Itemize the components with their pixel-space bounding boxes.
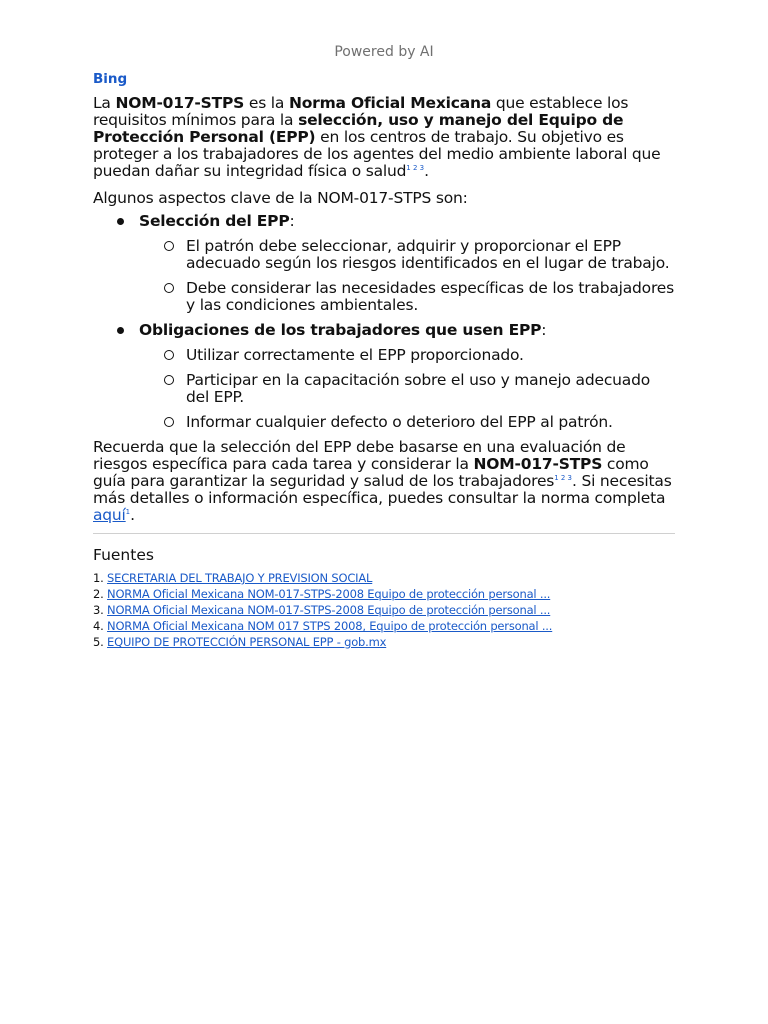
source-link[interactable]: NORMA Oficial Mexicana NOM 017 STPS 2008, Equipo de protección personal ... xyxy=(107,619,553,633)
response-content xyxy=(93,69,675,650)
norma-completa-link[interactable]: aquí xyxy=(93,506,126,524)
key-aspects-lead: Algunos aspectos clave de la NOM-017-STPS son: xyxy=(93,189,468,207)
closing-text: . Si necesitas más detalles o información específica, puedes consultar la norma completa xyxy=(93,472,672,507)
sub-item xyxy=(139,414,675,431)
section-item xyxy=(93,213,675,314)
bullet-ring-icon xyxy=(164,417,174,427)
source-link[interactable]: NORMA Oficial Mexicana NOM-017-STPS-2008 Equipo de protección personal ... xyxy=(107,587,551,601)
intro-text: La xyxy=(93,94,116,112)
section-item xyxy=(93,322,675,431)
sub-item-text: Utilizar correctamente el EPP proporcionado. xyxy=(186,346,524,364)
intro-paragraph xyxy=(93,95,675,180)
sub-list xyxy=(139,347,675,431)
source-number: 2. xyxy=(93,587,104,601)
intro-text: es la xyxy=(244,94,289,112)
citation-superscript[interactable]: 1 xyxy=(125,508,131,516)
bullet-ring-icon xyxy=(164,283,174,293)
powered-by-label: Powered by AI xyxy=(334,44,434,60)
sub-item xyxy=(139,347,675,364)
source-item xyxy=(93,634,675,650)
source-number: 3. xyxy=(93,603,104,617)
intro-text: en los centros de trabajo. Su objetivo es proteger a los trabajadores de los agentes del medio ambiente laboral que puedan dañar su integridad física o salud xyxy=(93,128,661,180)
source-item xyxy=(93,602,675,618)
sources-title: Fuentes xyxy=(93,546,154,564)
source-link[interactable]: NORMA Oficial Mexicana NOM-017-STPS-2008 Equipo de protección personal ... xyxy=(107,603,551,617)
intro-bold-norma: Norma Oficial Mexicana xyxy=(288,94,492,112)
bullet-dot-icon xyxy=(117,327,124,334)
sub-item xyxy=(139,280,675,314)
sub-item-text: Participar en la capacitación sobre el uso y manejo adecuado del EPP. xyxy=(186,371,650,406)
sub-item-text: Informar cualquier defecto o deterioro del EPP al patrón. xyxy=(186,413,613,431)
section-colon: : xyxy=(541,321,547,339)
intro-bold-nom: NOM-017-STPS xyxy=(115,94,245,112)
divider xyxy=(93,533,675,534)
assistant-name: Bing xyxy=(93,71,128,87)
closing-bold-nom: NOM-017-STPS xyxy=(473,455,603,473)
citation-superscript[interactable]: 1 2 3 xyxy=(406,164,425,172)
intro-bold-epp: selección, uso y manejo del Equipo de Protección Personal (EPP) xyxy=(93,111,624,146)
source-number: 1. xyxy=(93,571,104,585)
sub-item-text: El patrón debe seleccionar, adquirir y proporcionar el EPP adecuado según los riesgos identificados en el lugar de trabajo. xyxy=(186,237,670,272)
bullet-ring-icon xyxy=(164,241,174,251)
source-link[interactable]: EQUIPO DE PROTECCIÓN PERSONAL EPP - gob.mx xyxy=(107,635,387,649)
bullet-ring-icon xyxy=(164,350,174,360)
section-title: Selección del EPP xyxy=(139,212,290,230)
bullet-dot-icon xyxy=(117,218,124,225)
sub-list xyxy=(139,238,675,314)
source-item xyxy=(93,570,675,586)
closing-text: . xyxy=(130,506,135,524)
source-number: 5. xyxy=(93,635,104,649)
intro-text: . xyxy=(424,162,429,180)
key-aspects-list xyxy=(93,213,675,431)
source-item xyxy=(93,618,675,634)
source-item xyxy=(93,586,675,602)
sub-item xyxy=(139,372,675,406)
sub-item-text: Debe considerar las necesidades específicas de los trabajadores y las condiciones ambientales. xyxy=(186,279,675,314)
bullet-ring-icon xyxy=(164,375,174,385)
closing-paragraph xyxy=(93,439,675,524)
section-colon: : xyxy=(289,212,295,230)
source-link[interactable]: SECRETARIA DEL TRABAJO Y PREVISION SOCIAL xyxy=(107,571,373,585)
sources-list xyxy=(93,570,675,650)
citation-superscript[interactable]: 1 2 3 xyxy=(554,474,572,482)
sub-item xyxy=(139,238,675,272)
closing-text: como guía para garantizar la seguridad y salud de los trabajadores xyxy=(93,455,649,490)
source-number: 4. xyxy=(93,619,104,633)
intro-text: que establece los requisitos mínimos para la xyxy=(93,94,629,129)
closing-text: Recuerda que la selección del EPP debe basarse en una evaluación de riesgos específica para cada tarea y considerar la xyxy=(93,438,626,473)
section-title: Obligaciones de los trabajadores que usen EPP xyxy=(139,321,542,339)
